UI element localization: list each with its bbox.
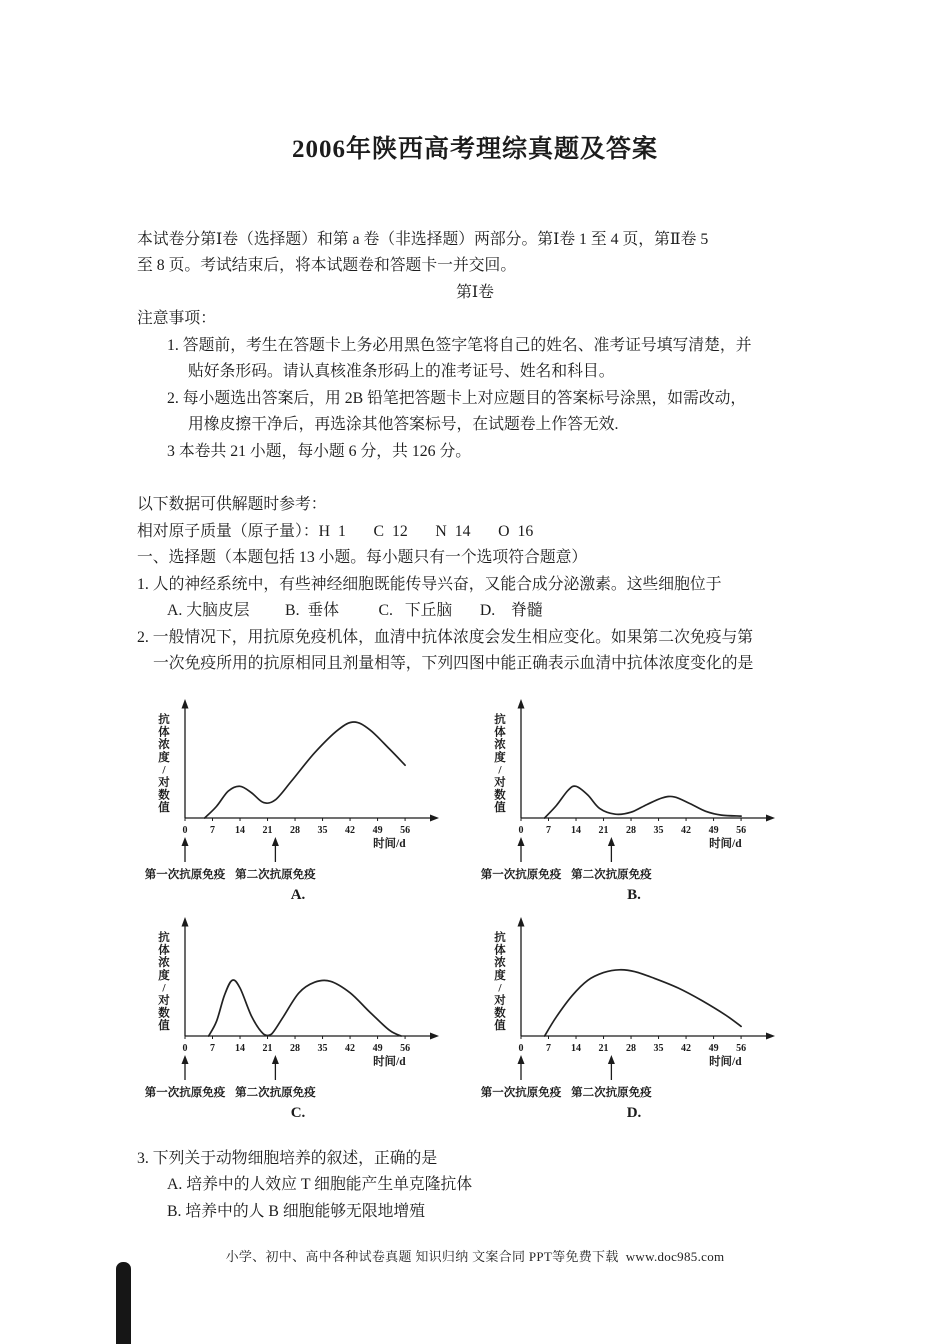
svg-text:抗: 抗 [158,931,170,944]
svg-text:7: 7 [210,824,216,836]
svg-text:14: 14 [235,1042,246,1054]
svg-text:0: 0 [182,1042,188,1054]
page-title: 2006年陕西高考理综真题及答案 [291,136,658,163]
svg-text:35: 35 [317,1042,328,1054]
svg-text:值: 值 [494,1019,506,1032]
svg-text:14: 14 [571,824,582,836]
svg-text:49: 49 [708,824,719,836]
svg-text:21: 21 [598,824,609,836]
svg-text:第一次抗原免疫: 第一次抗原免疫 [480,868,562,881]
svg-text:0: 0 [182,824,188,836]
svg-text:7: 7 [546,1042,552,1054]
svg-text:14: 14 [571,1042,582,1054]
svg-text:对: 对 [494,994,506,1007]
question-1-stem: 1. 人的神经系统中，有些神经细胞既能传导兴奋，又能合成分泌激素。这些细胞位于 [137,575,722,593]
intro-line-2: 至 8 页。考试结束后，将本试题卷和答题卡一并交回。 [137,257,517,274]
svg-text:第二次抗原免疫: 第二次抗原免疫 [235,1086,316,1099]
svg-text:数: 数 [494,789,506,802]
document-body [137,227,813,1226]
svg-text:对: 对 [494,776,506,789]
svg-text:数: 数 [158,789,170,802]
svg-text:49: 49 [372,824,383,836]
svg-text:28: 28 [626,1042,637,1054]
notice-item-3 [167,439,813,466]
svg-text:56: 56 [736,824,747,836]
notice-2-line-1: 2. 每小题选出答案后，用 2B 铅笔把答题卡上对应题目的答案标号涂黑，如需改动， [167,389,747,407]
svg-text:时间/d: 时间/d [373,837,406,850]
svg-text:对: 对 [158,994,170,1007]
svg-text:度: 度 [158,969,170,982]
svg-text:21: 21 [262,824,273,836]
svg-text:浓: 浓 [158,956,170,969]
notice-1-line-1: 1. 答题前，考生在答题卡上务必用黑色签字笔将自己的姓名、准考证号填写清楚，并 [167,336,752,354]
svg-text:28: 28 [290,824,301,836]
svg-text:对: 对 [158,776,170,789]
notice-1-line-2: 贴好条形码。请认真核准条形码上的准考证号、姓名和科目。 [188,363,615,380]
svg-text:/: / [498,981,502,994]
svg-text:42: 42 [681,1042,692,1054]
svg-text:抗: 抗 [494,931,506,944]
svg-text:第一次抗原免疫: 第一次抗原免疫 [144,868,226,881]
q2-answer-charts [143,692,813,1122]
svg-text:0: 0 [518,1042,524,1054]
svg-text:14: 14 [235,824,246,836]
svg-text:35: 35 [317,824,328,836]
svg-text:21: 21 [262,1042,273,1054]
question-1-options: A. 大脑皮层 B. 垂体 C. 下丘脑 D. 脊髓 [167,602,543,619]
svg-text:数: 数 [158,1007,170,1020]
scan-binding-artifact [116,1262,131,1344]
svg-text:28: 28 [626,824,637,836]
svg-text:时间/d: 时间/d [373,1055,406,1068]
svg-text:D.: D. [626,1104,642,1121]
chart-a-canvas [143,692,449,904]
svg-text:第一次抗原免疫: 第一次抗原免疫 [144,1086,226,1099]
svg-text:7: 7 [210,1042,216,1054]
site-footer: 小学、初中、高中各种试卷真题 知识归纳 文案合同 PPT等免费下载 www.doc985.com [225,1248,725,1264]
svg-text:时间/d: 时间/d [709,1055,742,1068]
svg-text:值: 值 [158,1019,170,1032]
svg-text:体: 体 [158,726,170,739]
svg-text:B.: B. [627,886,641,903]
svg-text:49: 49 [708,1042,719,1054]
svg-text:度: 度 [158,751,170,764]
svg-text:7: 7 [546,824,552,836]
svg-text:35: 35 [653,1042,664,1054]
svg-text:/: / [162,763,166,776]
intro-line-1: 本试卷分第Ⅰ卷（选择题）和第 a 卷（非选择题）两部分。第Ⅰ卷 1 至 4 页，第Ⅱ卷 5 [137,230,709,248]
svg-text:数: 数 [494,1007,506,1020]
chart-option-c [143,910,449,1122]
svg-text:56: 56 [400,824,411,836]
svg-text:值: 值 [158,801,170,814]
chart-option-b [479,692,785,904]
svg-text:28: 28 [290,1042,301,1054]
svg-text:浓: 浓 [494,738,506,751]
question-3-stem: 3. 下列关于动物细胞培养的叙述，正确的是 [137,1149,438,1167]
notice-3-line-1: 3 本卷共 21 小题，每小题 6 分，共 126 分。 [167,442,472,460]
svg-text:度: 度 [494,969,506,982]
svg-text:C.: C. [290,1104,306,1121]
question-2-line-1: 2. 一般情况下，用抗原免疫机体，血清中抗体浓度会发生相应变化。如果第二次免疫与第 [137,628,754,646]
atomic-mass-line: 相对原子质量（原子量）：H 1 C 12 N 14 O 16 [137,522,534,540]
svg-text:49: 49 [372,1042,383,1054]
question-3-option-b: B. 培养中的人 B 细胞能够无限地增殖 [167,1202,426,1220]
svg-text:/: / [162,981,166,994]
notice-heading: 注意事项： [137,310,216,327]
chart-option-a [143,692,449,904]
notice-item-1 [167,333,813,386]
svg-text:56: 56 [400,1042,411,1054]
svg-text:时间/d: 时间/d [709,837,742,850]
notice-item-2 [167,386,813,439]
svg-text:42: 42 [345,824,356,836]
svg-text:42: 42 [681,824,692,836]
svg-text:抗: 抗 [494,713,506,726]
svg-text:抗: 抗 [158,713,170,726]
section-one-heading: 一、选择题（本题包括 13 小题。每小题只有一个选项符合题意） [137,549,588,566]
svg-text:第一次抗原免疫: 第一次抗原免疫 [480,1086,562,1099]
question-3 [137,1146,813,1226]
question-2-stem [137,625,813,678]
svg-text:体: 体 [158,944,170,957]
question-3-option-a: A. 培养中的人效应 T 细胞能产生单克隆抗体 [167,1176,473,1193]
svg-text:体: 体 [494,726,506,739]
svg-text:值: 值 [494,801,506,814]
svg-text:56: 56 [736,1042,747,1054]
intro-paragraph [137,227,813,280]
svg-text:A.: A. [290,886,306,903]
chart-option-d [479,910,785,1122]
svg-text:第二次抗原免疫: 第二次抗原免疫 [571,868,652,881]
svg-text:浓: 浓 [494,956,506,969]
svg-text:42: 42 [345,1042,356,1054]
svg-text:第二次抗原免疫: 第二次抗原免疫 [571,1086,652,1099]
notice-2-line-2: 用橡皮擦干净后，再选涂其他答案标号，在试题卷上作答无效. [188,416,619,433]
chart-c-canvas [143,910,449,1122]
svg-text:35: 35 [653,824,664,836]
svg-text:0: 0 [518,824,524,836]
svg-text:浓: 浓 [158,738,170,751]
reference-heading: 以下数据可供解题时参考： [137,496,327,513]
question-2-line-2: 一次免疫所用的抗原相同且剂量相等，下列四图中能正确表示血清中抗体浓度变化的是 [153,655,754,672]
svg-text:度: 度 [494,751,506,764]
section-heading: 第Ⅰ卷 [456,283,494,301]
svg-text:21: 21 [598,1042,609,1054]
svg-text:体: 体 [494,944,506,957]
chart-d-canvas [479,910,785,1122]
chart-b-canvas [479,692,785,904]
svg-text:第二次抗原免疫: 第二次抗原免疫 [235,868,316,881]
svg-text:/: / [498,763,502,776]
